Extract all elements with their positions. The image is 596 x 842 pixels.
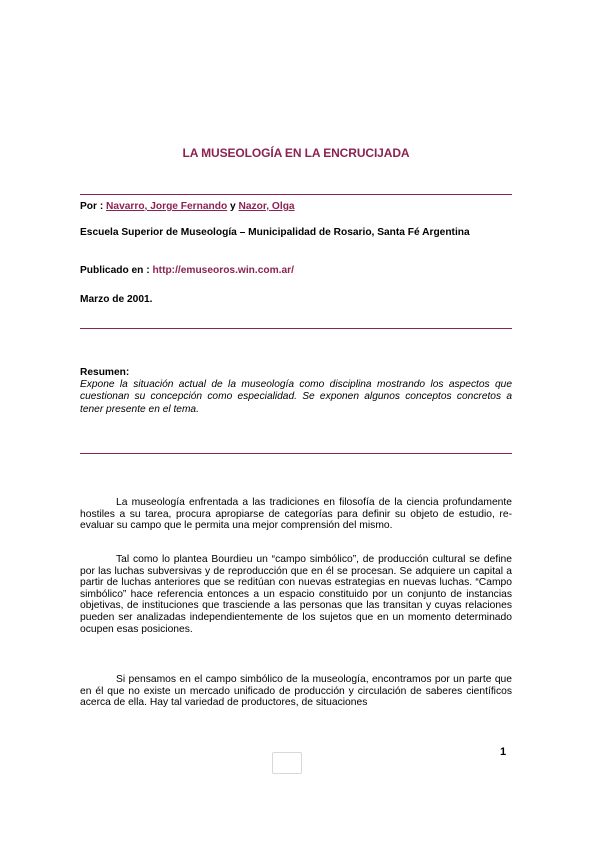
body-paragraph-3: Si pensamos en el campo simbólico de la museología, encontramos por un parte que en él que no existe un mercado unificado de producción y circulación de saberes científicos acerca de ella. Hay tal variedad de productores, de situaciones [80, 674, 512, 709]
author-link-nazor[interactable]: Nazor, Olga [238, 201, 295, 212]
body-paragraph-1: La museología enfrentada a las tradiciones en filosofía de la ciencia profundamente hostiles a su tarea, procura apropiarse de categorías para definir su objeto de estudio, re-evaluar su campo que le permita una mejor comprensión del mismo. [80, 497, 512, 532]
byline-joiner: y [227, 201, 239, 212]
published-url-link[interactable]: http://emuseoros.win.com.ar/ [152, 265, 294, 276]
body-paragraph-2: Tal como lo plantea Bourdieu un “campo simbólico”, de producción cultural se define por las luchas subversivas y de reproducción que en él se procesan. Se adquiere un capital a partir de luchas anteriores que se reditúan con nuevas estrategias en nuevas luchas. “Campo simbólico” hace referencia entonces a un espacio constituido por un conjunto de instancias objetivas, de instituciones que trasciende a las personas que las transitan y cuyas relaciones pueden ser analizadas independientemente de los sujetos que en un momento determinado ocupen esas posiciones. [80, 554, 512, 635]
institution: Escuela Superior de Museología – Municipalidad de Rosario, Santa Fé Argentina [80, 227, 470, 238]
author-link-navarro[interactable]: Navarro, Jorge Fernando [106, 201, 228, 212]
published-line [80, 265, 512, 277]
summary-heading: Resumen: [80, 367, 130, 378]
byline-prefix: Por : [80, 201, 107, 212]
divider-top [80, 194, 512, 195]
divider-bottom [80, 453, 512, 454]
published-label: Publicado en : [80, 265, 153, 276]
summary-text: Expone la situación actual de la museología como disciplina mostrando los aspectos que cuestionan su concepción como especialidad. Se exponen algunos conceptos concretos a tener presente en el tema. [80, 379, 512, 415]
page-number: 1 [500, 746, 507, 758]
watermark-logo-icon [272, 752, 302, 774]
byline [80, 201, 512, 213]
document-title: LA MUSEOLOGÍA EN LA ENCRUCIJADA [182, 146, 410, 160]
publication-date: Marzo de 2001. [80, 294, 153, 305]
divider-middle [80, 328, 512, 329]
